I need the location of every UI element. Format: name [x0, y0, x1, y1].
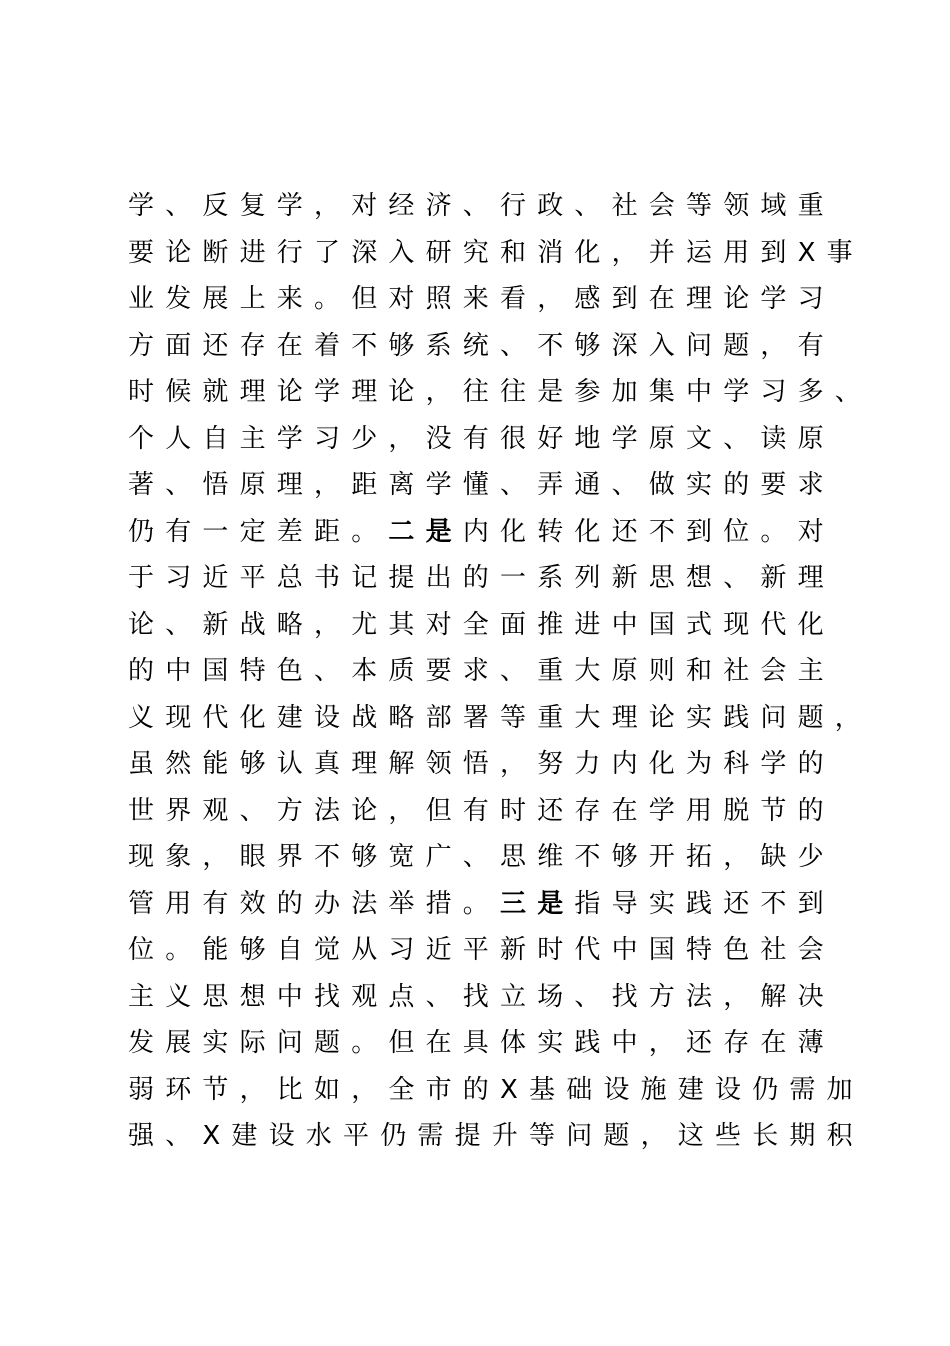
- text-run: 强、X建设水平仍需提升等问题，这些长期积: [128, 1121, 864, 1151]
- text-run: 学、反复学，对经济、行政、社会等领域重: [128, 191, 835, 221]
- text-line: [128, 1020, 888, 1067]
- text-line: [128, 974, 888, 1021]
- text-run: 要论断进行了深入研究和消化，并运用到X事: [128, 237, 864, 268]
- text-run: 主义思想中找观点、找立场、找方法，解决: [128, 981, 835, 1012]
- text-line: [128, 416, 888, 463]
- text-line: [128, 1067, 888, 1114]
- text-line: [128, 555, 888, 602]
- text-line: [128, 648, 888, 695]
- text-line: [128, 369, 888, 416]
- text-run: 指导实践还不到: [574, 888, 835, 919]
- text-run: 虽然能够认真理解领悟，努力内化为科学的: [128, 749, 835, 779]
- text-run: 业发展上来。但对照来看，感到在理论学习: [128, 284, 835, 314]
- text-run: 时候就理论学理论，往往是参加集中学习多、: [128, 377, 873, 407]
- text-run: 义现代化建设战略部署等重大理论实践问题，: [128, 702, 873, 733]
- text-line: [128, 834, 888, 881]
- text-line: [128, 230, 888, 277]
- text-run: 现象，眼界不够宽广、思维不够开拓，缺少: [128, 842, 835, 872]
- text-run: 于习近平总书记提出的一系列新思想、新理: [128, 563, 835, 593]
- text-run: 位。能够自觉从习近平新时代中国特色社会: [128, 935, 835, 965]
- text-run: 内化转化还不到位。对: [462, 516, 835, 547]
- text-run: 方面还存在着不够系统、不够深入问题，有: [128, 330, 835, 361]
- text-line: [128, 509, 888, 556]
- text-line: [128, 462, 888, 509]
- bold-marker: 三是: [500, 888, 575, 919]
- text-run: 论、新战略，尤其对全面推进中国式现代化: [128, 609, 835, 640]
- text-run: 管用有效的办法举措。: [128, 888, 501, 919]
- text-run: 仍有一定差距。: [128, 516, 389, 547]
- text-line: [128, 695, 888, 742]
- text-run: 的中国特色、本质要求、重大原则和社会主: [128, 656, 835, 686]
- body-text: [128, 183, 888, 1160]
- bold-marker: 二是: [388, 516, 463, 547]
- text-run: 弱环节，比如，全市的X基础设施建设仍需加: [128, 1074, 864, 1105]
- text-line: [128, 881, 888, 928]
- text-run: 著、悟原理，距离学懂、弄通、做实的要求: [128, 470, 835, 500]
- text-run: 世界观、方法论，但有时还存在学用脱节的: [128, 795, 835, 826]
- text-line: [128, 741, 888, 788]
- text-run: 发展实际问题。但在具体实践中，还存在薄: [128, 1028, 835, 1058]
- text-run: 个人自主学习少，没有很好地学原文、读原: [128, 423, 835, 454]
- text-line: [128, 323, 888, 370]
- text-line: [128, 1113, 888, 1160]
- text-line: [128, 927, 888, 974]
- text-line: [128, 183, 888, 230]
- text-line: [128, 276, 888, 323]
- text-line: [128, 788, 888, 835]
- text-line: [128, 602, 888, 649]
